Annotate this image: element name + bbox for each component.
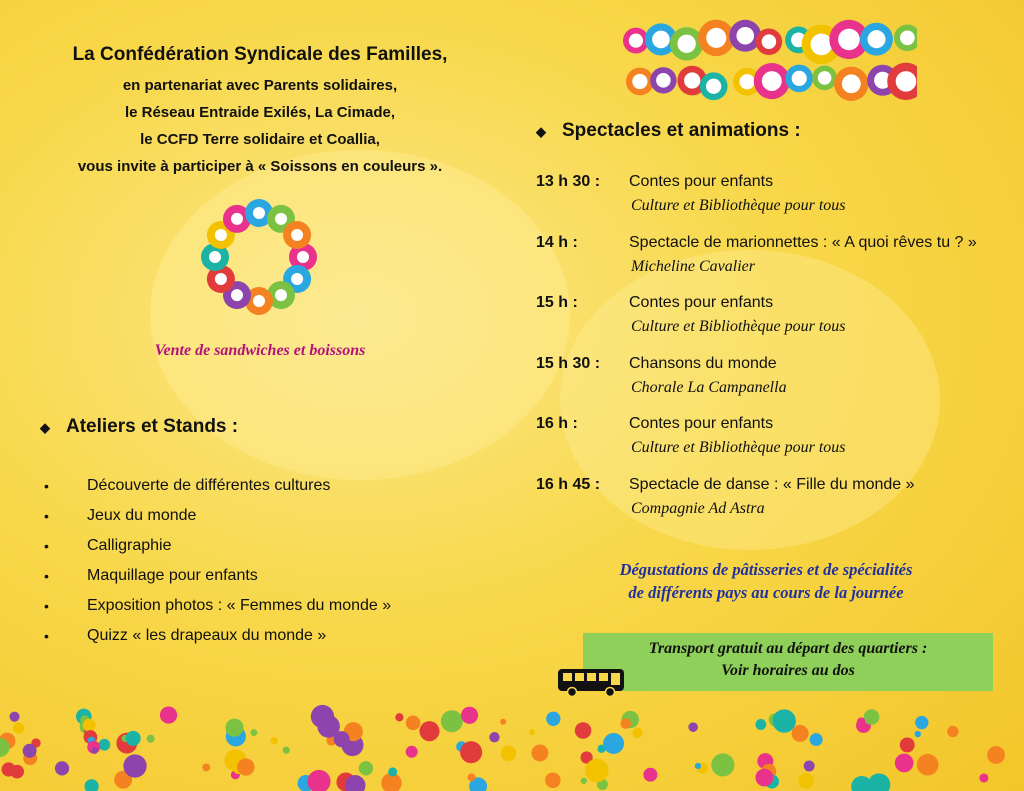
dot-bullet-icon: • — [44, 538, 49, 554]
bubble-center — [632, 74, 647, 89]
confetti-dot — [851, 776, 872, 791]
schedule-row — [536, 476, 1016, 537]
confetti-dot — [359, 761, 373, 775]
confetti-dot — [283, 747, 290, 754]
hand-dot-center — [215, 273, 227, 285]
confetti-dot — [585, 759, 608, 782]
dot-bullet-icon: • — [44, 478, 49, 494]
confetti-dot — [546, 712, 560, 726]
confetti-dot — [461, 707, 478, 724]
list-item-label: Maquillage pour enfants — [87, 567, 258, 584]
confetti-dot — [581, 778, 587, 784]
spectacles-heading — [536, 120, 801, 142]
hand-dot-center — [297, 251, 309, 263]
confetti-dot — [857, 718, 865, 726]
hand-dot-center — [209, 251, 221, 263]
hand-dot-center — [231, 213, 243, 225]
schedule-time: 15 h : — [536, 294, 578, 311]
list-item — [44, 535, 391, 565]
dot-bullet-icon: • — [44, 628, 49, 644]
dot-bullet-icon: • — [44, 598, 49, 614]
intro-line: en partenariat avec Parents solidaires, — [122, 77, 398, 94]
list-item-label: Exposition photos : « Femmes du monde » — [87, 597, 392, 614]
hand-dot-center — [275, 289, 287, 301]
bubble-center — [900, 30, 915, 45]
confetti-dot — [804, 760, 815, 771]
hand-dot-center — [275, 213, 287, 225]
schedule-row — [536, 415, 1016, 476]
list-item — [44, 505, 391, 535]
schedule-title: Contes pour enfants — [629, 415, 774, 432]
confetti-dot — [810, 733, 823, 746]
confetti-dot — [864, 709, 880, 725]
dot-bullet-icon: • — [44, 568, 49, 584]
ateliers-heading-label: Ateliers et Stands : — [66, 416, 239, 437]
bubble-center — [838, 29, 860, 51]
schedule-row — [536, 355, 1016, 416]
list-item — [44, 565, 391, 595]
list-item — [44, 625, 391, 655]
schedule-performer: Culture et Bibliothèque pour tous — [631, 439, 846, 456]
diamond-bullet-icon: ◆ — [536, 124, 546, 139]
degustation-line: Dégustations de pâtisseries et de spécialités — [619, 560, 913, 579]
schedule-performer: Chorale La Campanella — [631, 378, 787, 396]
intro-line: le Réseau Entraide Exilés, La Cimade, — [124, 104, 396, 121]
confetti-dot — [460, 741, 482, 763]
bubble-center — [684, 72, 700, 88]
colorful-hands-bubbles-icon — [617, 10, 917, 105]
hand-dot-center — [231, 289, 243, 301]
schedule-title: Contes pour enfants — [629, 173, 774, 190]
confetti-dot — [160, 706, 177, 723]
confetti-dot — [419, 721, 439, 741]
confetti-dot — [773, 709, 796, 732]
schedule-title: Chansons du monde — [629, 354, 777, 372]
schedule-time: 14 h : — [536, 233, 578, 251]
intro-block — [40, 44, 480, 180]
confetti-dot — [23, 744, 37, 758]
confetti-dot — [83, 719, 96, 732]
confetti-dot — [917, 754, 939, 776]
confetti-dot — [501, 746, 517, 762]
confetti-dot — [468, 773, 476, 781]
bubble-center — [739, 74, 754, 89]
confetti-dot — [250, 729, 257, 736]
confetti-dot — [84, 779, 98, 791]
hand-dot-center — [215, 229, 227, 241]
confetti-dot — [126, 731, 141, 746]
bubble-center — [706, 79, 721, 94]
hands-confetti-border — [0, 700, 1024, 791]
list-item-label: Découverte de différentes cultures — [87, 477, 331, 494]
confetti-dot — [55, 761, 69, 775]
bubble-center — [792, 71, 807, 86]
ateliers-list — [44, 475, 391, 655]
confetti-dot — [632, 728, 642, 738]
bubble-center — [867, 30, 885, 48]
schedule-performer: Compagnie Ad Astra — [631, 499, 765, 517]
confetti-dot — [792, 725, 809, 742]
degustation-line: de différents pays au cours de la journée — [628, 583, 904, 602]
spectacles-heading-label: Spectacles et animations : — [562, 120, 801, 141]
intro-title: La Confédération Syndicale des Familles, — [72, 44, 448, 65]
schedule-title: Spectacle de marionnettes : « A quoi rêves tu ? » — [629, 233, 977, 251]
bubble-center — [811, 34, 833, 56]
list-item-label: Jeux du monde — [87, 507, 197, 524]
transport-box — [583, 633, 993, 691]
confetti-dot — [695, 763, 701, 769]
schedule-list — [536, 173, 1016, 536]
confetti-dot — [603, 733, 624, 754]
confetti-dot — [225, 719, 243, 737]
schedule-performer: Culture et Bibliothèque pour tous — [631, 318, 846, 335]
list-item-label: Calligraphie — [87, 537, 172, 554]
confetti-dot — [10, 765, 24, 779]
hands-circle-icon — [196, 194, 322, 320]
bubble-center — [842, 74, 861, 93]
confetti-dot — [987, 746, 1005, 764]
schedule-performer: Micheline Cavalier — [631, 257, 755, 275]
schedule-time: 16 h : — [536, 415, 578, 432]
confetti-dot — [798, 773, 814, 789]
confetti-dot — [237, 758, 254, 775]
schedule-title: Contes pour enfants — [629, 294, 774, 311]
confetti-dot — [123, 754, 146, 777]
bus-icon — [556, 666, 626, 698]
bubble-center — [762, 71, 782, 91]
bubble-center — [818, 71, 832, 85]
intro-line: vous invite à participer à « Soissons en couleurs ». — [77, 158, 443, 175]
bubble-center — [706, 28, 726, 48]
confetti-dot — [271, 737, 278, 744]
degustation-text — [536, 558, 996, 604]
ateliers-heading — [40, 416, 238, 438]
confetti-dot — [489, 732, 499, 742]
confetti-dot — [500, 719, 506, 725]
list-item — [44, 595, 391, 625]
schedule-time: 16 h 45 : — [536, 475, 601, 493]
schedule-performer: Culture et Bibliothèque pour tous — [631, 197, 846, 214]
confetti-dot — [9, 712, 19, 722]
transport-line: Voir horaires au dos — [721, 662, 855, 679]
confetti-dot — [947, 726, 958, 737]
confetti-dot — [545, 772, 561, 788]
bubble-center — [677, 35, 695, 53]
schedule-row — [536, 294, 1016, 355]
confetti-dot — [915, 731, 921, 737]
confetti-dot — [406, 746, 418, 758]
transport-line: Transport gratuit au départ des quartiers : — [648, 640, 928, 657]
confetti-dot — [406, 716, 421, 731]
confetti-dot — [202, 763, 210, 771]
schedule-row — [536, 234, 1016, 295]
bubble-center — [896, 71, 917, 92]
schedule-row — [536, 173, 1016, 234]
bubble-center — [652, 31, 670, 49]
confetti-dot — [915, 716, 928, 729]
confetti-dot — [895, 754, 914, 773]
schedule-title: Spectacle de danse : « Fille du monde » — [629, 475, 915, 493]
confetti-dot — [529, 729, 535, 735]
confetti-dot — [575, 722, 592, 739]
confetti-dot — [147, 735, 155, 743]
confetti-dot — [307, 770, 330, 791]
confetti-dot — [388, 767, 397, 776]
dot-bullet-icon: • — [44, 508, 49, 524]
hand-dot-center — [253, 207, 265, 219]
bubble-center — [629, 33, 643, 47]
list-item — [44, 475, 391, 505]
schedule-time: 15 h 30 : — [536, 354, 601, 372]
confetti-dot — [395, 713, 403, 721]
confetti-dot — [441, 710, 463, 732]
confetti-dot — [688, 722, 698, 732]
list-item-label: Quizz « les drapeaux du monde » — [87, 627, 327, 644]
bubble-center — [762, 34, 777, 49]
confetti-dot — [755, 719, 766, 730]
confetti-dot — [531, 744, 548, 761]
confetti-dot — [979, 773, 988, 782]
confetti-dot — [13, 723, 24, 734]
hand-dot-center — [291, 273, 303, 285]
diamond-bullet-icon: ◆ — [40, 420, 50, 435]
confetti-dot — [711, 753, 734, 776]
confetti-dot — [643, 768, 657, 782]
schedule-time: 13 h 30 : — [536, 173, 601, 190]
vente-text: Vente de sandwiches et boissons — [154, 342, 366, 359]
confetti-dot — [92, 747, 99, 754]
hand-dot-center — [253, 295, 265, 307]
confetti-dot — [334, 731, 350, 747]
confetti-dot — [755, 769, 773, 787]
bubble-center — [656, 73, 671, 88]
intro-line: le CCFD Terre solidaire et Coallia, — [140, 131, 380, 148]
bubble-center — [736, 27, 754, 45]
confetti-dot — [99, 739, 111, 751]
hand-dot-center — [291, 229, 303, 241]
confetti-dot — [900, 737, 915, 752]
confetti-dot — [620, 718, 631, 729]
